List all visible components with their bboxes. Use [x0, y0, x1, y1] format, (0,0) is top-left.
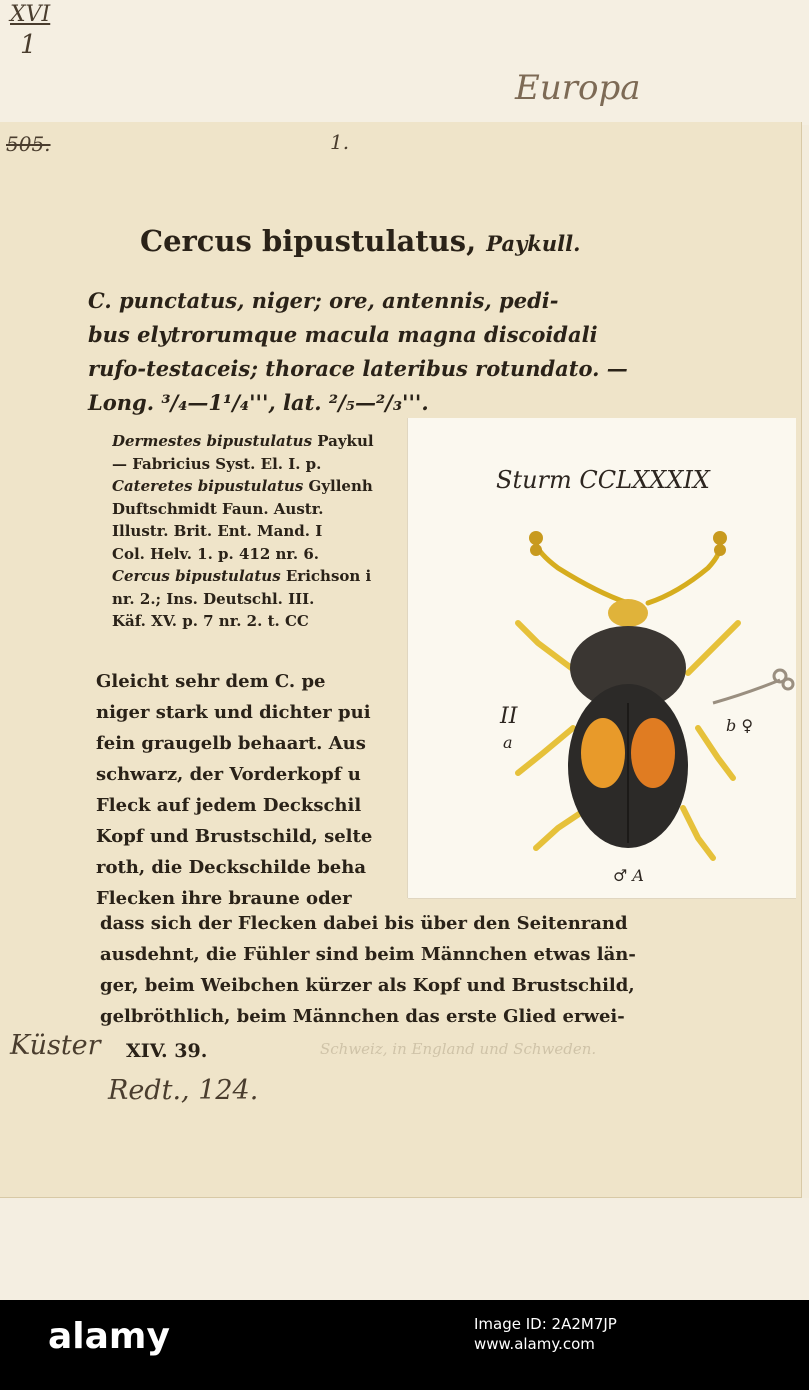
description-line: ger, beim Weibchen kürzer als Kopf und Brustschild,: [100, 975, 635, 996]
synonym-line: Cercus bipustulatus Erichson i: [112, 567, 372, 585]
figure-label-a: a: [503, 733, 513, 752]
species-title: Cercus bipustulatus, Paykull.: [140, 224, 581, 258]
description-line: gelbröthlich, beim Männchen das erste Glied erwei-: [100, 1006, 625, 1027]
description-line: fein graugelb behaart. Aus: [96, 733, 366, 754]
diagnosis-line: bus elytrorumque macula magna discoidali: [88, 322, 598, 347]
volume-reference: XIV. 39.: [126, 1040, 208, 1062]
figure-label-II: II: [500, 704, 518, 729]
elytra-spot-right: [631, 718, 675, 788]
description-text-left: [96, 666, 402, 914]
synonym-line: — Fabricius Syst. El. I. p.: [112, 454, 322, 473]
site-url: www.alamy.com: [474, 1335, 595, 1353]
description-line: niger stark und dichter pui: [96, 702, 371, 723]
antenna-left: [536, 543, 628, 603]
brand-logo: alamy: [48, 1316, 170, 1357]
figure-label-A: ♂ A: [613, 866, 644, 885]
antenna-right: [648, 543, 720, 603]
description-line: Gleicht sehr dem C. pe: [96, 671, 326, 692]
species-name: Cercus bipustulatus: [140, 224, 467, 258]
synonym-line: Illustr. Brit. Ent. Mand. I: [112, 522, 323, 540]
handwritten-reference: Redt., 124.: [108, 1075, 259, 1106]
description-text-full: [100, 908, 712, 1032]
top-margin: [0, 0, 809, 125]
diagnosis-line: C. punctatus, niger; ore, antennis, pedi-: [88, 288, 559, 313]
stock-footer: [0, 1300, 809, 1390]
beetle-illustration: [408, 418, 796, 898]
page-number-left: 505.: [6, 132, 51, 156]
bleed-through-text: Schweiz, in England und Schweden.: [320, 1040, 597, 1058]
diagnosis-line: Long. ³/₄—1¹/₄''', lat. ²/₅—²/₃'''.: [88, 390, 429, 415]
synonym-line: Duftschmidt Faun. Austr.: [112, 499, 324, 518]
synonym-line: Käf. XV. p. 7 nr. 2. t. CC: [112, 612, 309, 630]
description-line: ausdehnt, die Fühler sind beim Männchen etwas län-: [100, 944, 636, 965]
description-line: dass sich der Flecken dabei bis über den Seitenrand: [100, 913, 628, 934]
synonym-list: [112, 430, 406, 633]
synonym-line: nr. 2.; Ins. Deutschl. III.: [112, 589, 315, 608]
figure-label-b: b ♀: [726, 716, 754, 735]
handwritten-author: Küster: [10, 1030, 101, 1061]
synonym-line: Dermestes bipustulatus Paykul: [112, 432, 374, 450]
image-id: Image ID: 2A2M7JP: [474, 1315, 617, 1333]
handwritten-number-mark: 1: [20, 30, 37, 60]
illustration-plate: [408, 418, 796, 898]
description-line: roth, die Deckschilde beha: [96, 857, 367, 878]
bottom-margin: [0, 1198, 809, 1300]
diagnosis-paragraph: [88, 284, 706, 420]
diagnosis-line: rufo-testaceis; thorace lateribus rotundato. —: [88, 356, 628, 381]
image-info: [474, 1314, 617, 1354]
description-line: Flecken ihre braune oder: [96, 888, 352, 909]
handwritten-volume-mark: XVI: [10, 2, 51, 27]
elytra-spot-left: [581, 718, 625, 788]
description-line: Fleck auf jedem Deckschil: [96, 795, 362, 816]
synonym-line: Col. Helv. 1. p. 412 nr. 6.: [112, 544, 320, 563]
species-author: Paykull.: [486, 231, 581, 256]
description-line: Kopf und Brustschild, selte: [96, 826, 373, 847]
handwritten-region: Europa: [515, 68, 641, 108]
description-line: schwarz, der Vorderkopf u: [96, 764, 361, 785]
plate-caption: Sturm CCLXXXIX: [496, 466, 710, 494]
synonym-line: Cateretes bipustulatus Gyllenh: [112, 477, 373, 495]
page-number-center: 1.: [330, 130, 350, 154]
